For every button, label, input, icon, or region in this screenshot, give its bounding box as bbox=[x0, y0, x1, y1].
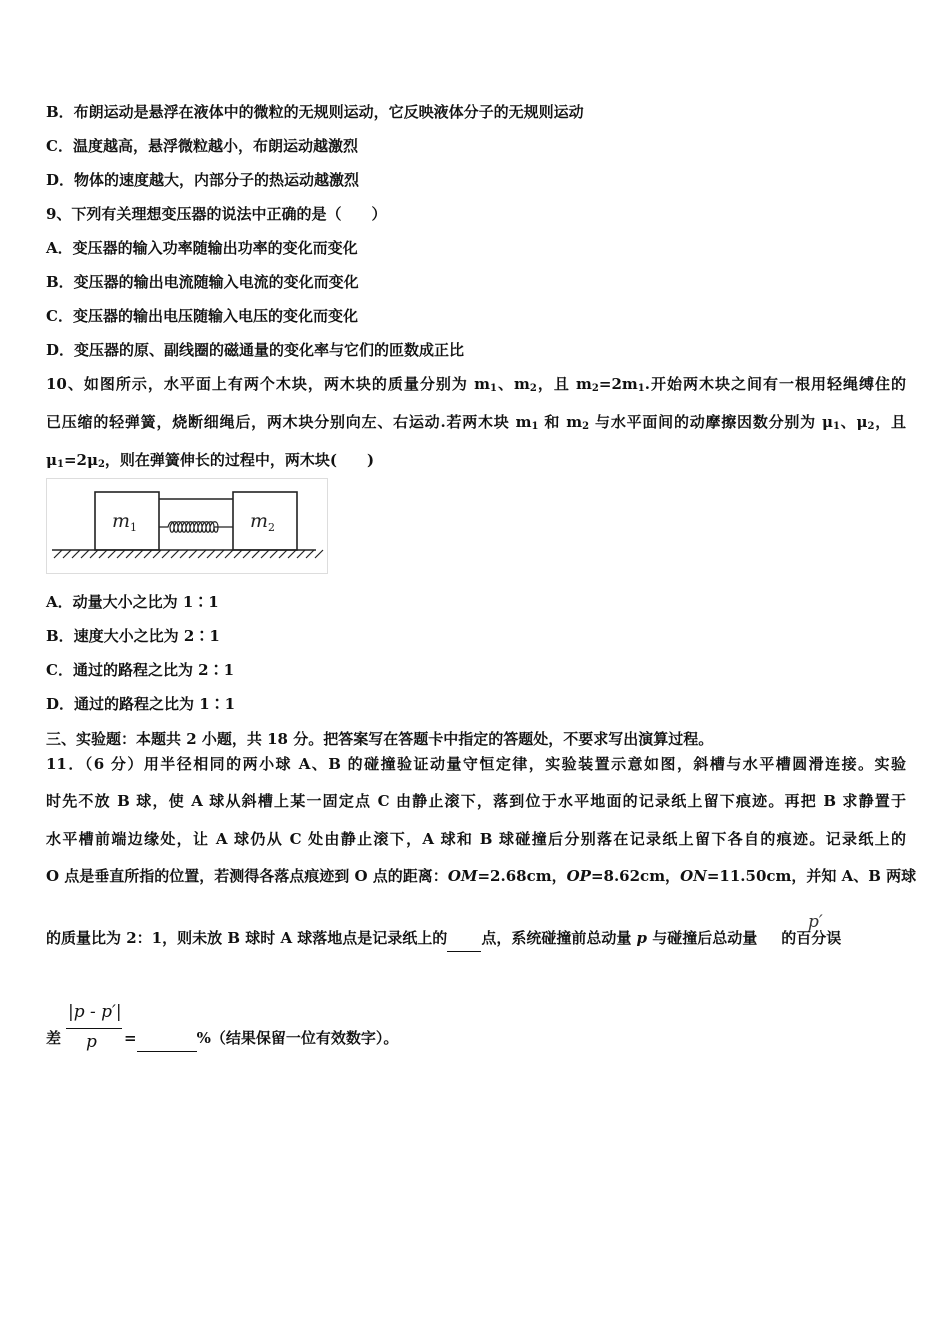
fraction-denominator: p bbox=[86, 1032, 97, 1052]
label-m1: $m_1$ bbox=[112, 510, 138, 534]
q8-option-b: B．布朗运动是悬浮在液体中的微粒的无规则运动，它反映液体分子的无规则运动 bbox=[46, 103, 584, 121]
q10-option-a: A．动量大小之比为 1∶1 bbox=[46, 593, 219, 611]
q9-option-c: C．变压器的输出电压随输入电压的变化而变化 bbox=[46, 307, 358, 325]
label-m2: $m_2$ bbox=[250, 510, 276, 534]
p-prime-symbol: p′ bbox=[808, 912, 823, 932]
q11-line-6-label: 差 bbox=[46, 1029, 62, 1047]
q10-option-c: C．通过的路程之比为 2∶1 bbox=[46, 661, 235, 679]
q10-figure-blocks-spring bbox=[46, 478, 328, 574]
q9-option-d: D．变压器的原、副线圈的磁通量的变化率与它们的匝数成正比 bbox=[46, 341, 465, 359]
q9-stem: 9、下列有关理想变压器的说法中正确的是（ ） bbox=[46, 205, 387, 223]
q8-option-c: C．温度越高，悬浮微粒越小，布朗运动越激烈 bbox=[46, 137, 358, 155]
q10-stem-line-3: $\mu_1=2\mu_2$，则在弹簧伸长的过程中，两木块( ) bbox=[46, 451, 375, 470]
q9-option-a: A．变压器的输入功率随输出功率的变化而变化 bbox=[46, 239, 358, 257]
q10-option-d: D．通过的路程之比为 1∶1 bbox=[46, 695, 236, 713]
q11-line-4: O 点是垂直所指的位置，若测得各落点痕迹到 O 点的距离：OM=2.68cm，OP=8.62cm，ON=11.50cm，并知 A、B 两球 bbox=[46, 867, 917, 885]
q11-line-5: 的质量比为 2：1，则未放 B 球时 A 球落地点是记录纸上的 点，系统碰撞前总动量 p 与碰撞后总动量 的百分误 bbox=[46, 928, 841, 952]
fraction-bar bbox=[66, 1028, 122, 1029]
q10-option-b: B．速度大小之比为 2∶1 bbox=[46, 627, 220, 645]
answer-blank-1[interactable] bbox=[447, 931, 481, 952]
q9-option-b: B．变压器的输出电流随输入电流的变化而变化 bbox=[46, 273, 359, 291]
q11-line-3: 水平槽前端边缘处，让 A 球仍从 C 处由静止滚下，A 球和 B 球碰撞后分别落在记录纸上留下各自的痕迹。记录纸上的 bbox=[46, 830, 906, 848]
q8-option-d: D．物体的速度越大，内部分子的热运动越激烈 bbox=[46, 171, 360, 189]
answer-blank-2[interactable] bbox=[137, 1031, 197, 1052]
q11-line-1: 11．（6 分）用半径相同的两小球 A、B 的碰撞验证动量守恒定律，实验装置示意如图，斜槽与水平槽圆滑连接。实验 bbox=[46, 755, 906, 773]
q11-line-6: = %（结果保留一位有效数字）。 bbox=[124, 1028, 398, 1052]
fraction-numerator: |p - p′| bbox=[68, 1002, 122, 1022]
percent-error-fraction bbox=[64, 998, 124, 1058]
q11-line-2: 时先不放 B 球，使 A 球从斜槽上某一固定点 C 由静止滚下，落到位于水平地面的记录纸上留下痕迹。再把 B 求静置于 bbox=[46, 792, 906, 810]
q10-stem-line-1: 10、如图所示，水平面上有两个木块，两木块的质量分别为 $m_1$、$m_2$，且 $m_2=2m_1$.开始两木块之间有一根用轻绳缚住的 bbox=[46, 375, 906, 394]
section-3-header: 三、实验题：本题共 2 小题，共 18 分。把答案写在答题卡中指定的答题处，不要求写出演算过程。 bbox=[46, 730, 714, 748]
q10-stem-line-2: 已压缩的轻弹簧，烧断细绳后，两木块分别向左、右运动.若两木块 $m_1$ 和 $m_2$ 与水平面间的动摩擦因数分别为 $\mu_1$、$\mu_2$，且 bbox=[46, 413, 906, 432]
